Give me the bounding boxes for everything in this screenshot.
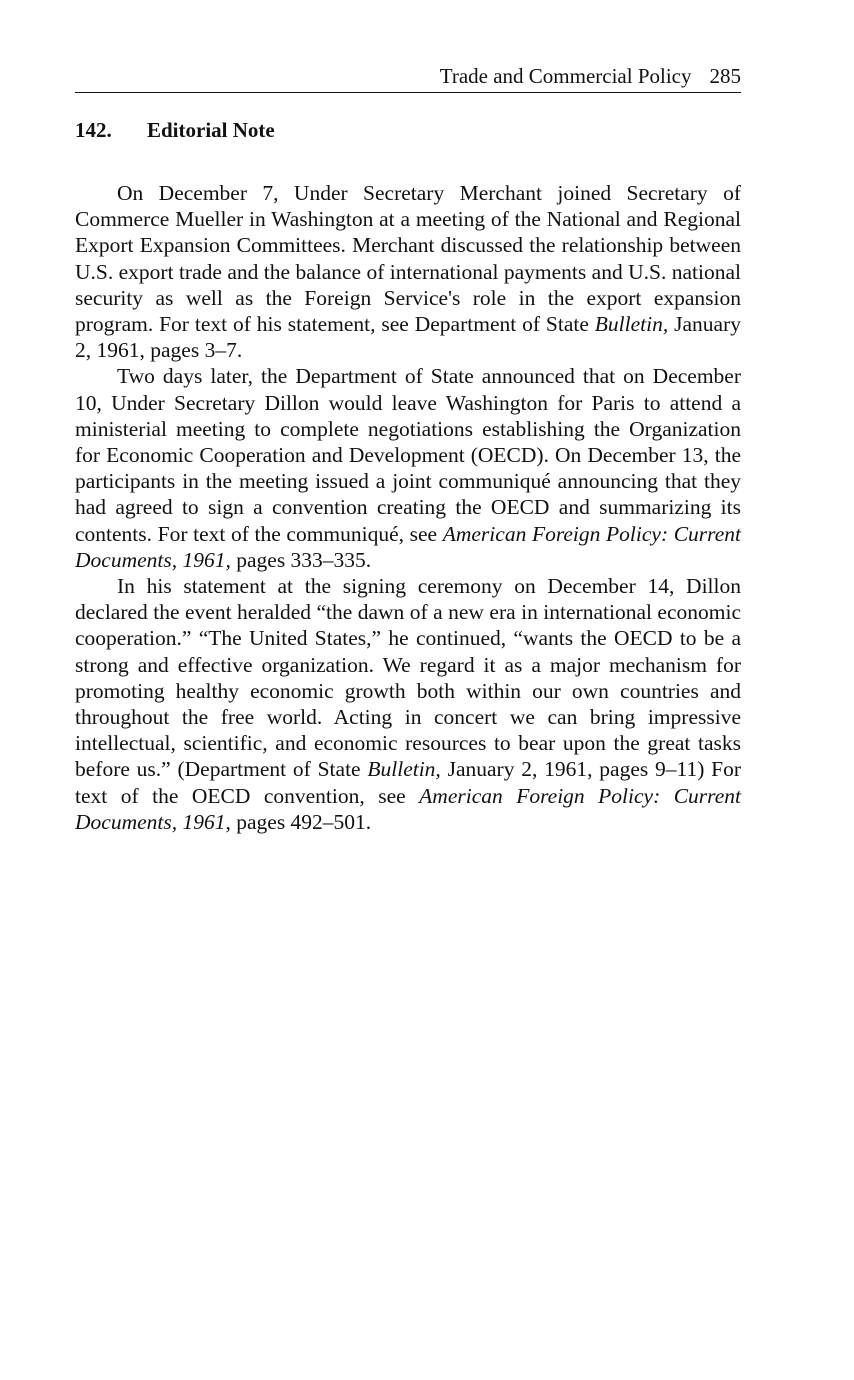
running-header [75,62,741,93]
body-text [75,180,741,835]
paragraph-3-citation-italic: Bulletin, [367,757,441,782]
document-number: 142. [75,118,112,142]
paragraph-3 [75,573,741,835]
paragraph-2-text: Two days later, the Department of State announced that on December 10, Under Secretary Dillon would leave Washington for Paris to attend a ministerial meeting to complete negotiations establishing the Organization for Economic Cooperation and Development (OECD). On December 13, the participants in the meeting issued a joint communiqué announcing that they had agreed to sign a convention creating the OECD and summarizing its contents. For text of the communiqué, see [75,364,741,546]
paragraph-1-citation-italic: Bulletin, [594,312,669,337]
document-title: Editorial Note [147,118,275,142]
paragraph-2-citation-italic: American Foreign Policy: Current Documents, 1961, [75,521,742,572]
paragraph-1-text: On December 7, Under Secretary Merchant joined Secretary of Commerce Mueller in Washington at a meeting of the National and Regional Export Expansion Committees. Merchant discussed the relationship between U.S. export trade and the balance of international payments and U.S. national security as well as the Foreign Service's role in the export expansion program. For text of his statement, see Department of State [75,181,741,337]
page-number: 285 [709,64,741,88]
running-title: Trade and Commercial Policy [439,64,692,88]
paragraph-3-text-mid: January 2, 1961, pages 9–11) For text of the OECD convention, see [75,757,742,808]
paragraph-2 [75,363,741,573]
paragraph-3-text: In his statement at the signing ceremony on December 14, Dillon declared the event heralded “the dawn of a new era in international economic cooperation.” “The United States,” he continued, “wants the OECD to be a strong and effective organization. We regard it as a major mechanism for promoting healthy economic growth both within our own countries and throughout the free world. Acting in concert we can bring impressive intellectual, scientific, and economic resources to bear upon the great tasks before us.” (Department of State [75,574,741,782]
paragraph-2-text-end: pages 333–335. [230,547,372,572]
paragraph-1-text-end: January 2, 1961, pages 3–7. [75,312,741,363]
paragraph-3-text-end: pages 492–501. [230,809,372,834]
paragraph-3-citation-italic-2: American Foreign Policy: Current Documents, 1961, [75,783,741,834]
document-heading [75,116,275,144]
paragraph-1 [75,180,741,363]
